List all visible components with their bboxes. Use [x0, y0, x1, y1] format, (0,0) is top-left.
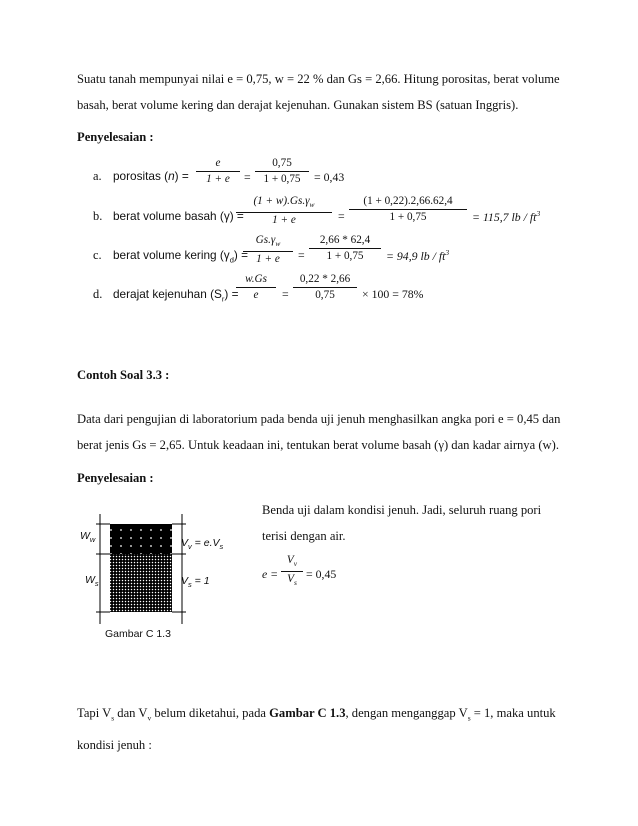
solution-heading-2: Penyelesaian :: [77, 471, 154, 485]
item-c-equals: =: [298, 248, 305, 262]
item-b-fraction-numeric: $\frac{(1 + 0,22).2,66.62,4}{1 + 0,75}$: [349, 194, 467, 225]
item-d-fraction-symbolic: $\frac{w.Gs}{e}$: [236, 272, 276, 303]
bottom-text-line-1: Tapi $V_s$ dan $V_v$ belum diketahui, pada Gambar C 1.3, dengan menganggap $V_s = 1$, maka untuk: [77, 706, 556, 723]
item-c-letter: c.: [93, 248, 102, 262]
item-a-fraction-numeric: $\frac{0,75}{1 + 0,75}$: [255, 156, 309, 187]
item-d-letter: d.: [93, 287, 103, 301]
item-c-label: berat volume kering $(\gamma_d)$ =: [113, 248, 248, 265]
label-ww: $W_w$: [80, 530, 96, 545]
phase-diagram: [76, 510, 236, 628]
item-b-equals: =: [338, 209, 345, 223]
solid-phase-block: [110, 554, 172, 612]
item-d-label: derajat kejenuhan $(S_r)$ =: [113, 287, 239, 304]
example-heading: Contoh Soal 3.3 :: [77, 368, 170, 382]
label-vv: $V_v = e.V_s$: [181, 537, 224, 552]
label-ws: $W_s$: [85, 574, 99, 589]
item-c-result: = 94,9 lb / $ft^3$: [386, 248, 450, 263]
item-d-fraction-numeric: $\frac{0,22 * 2,66}{0,75}$: [293, 272, 357, 303]
item-b-fraction-symbolic: $\frac{(1 + w).Gs.\gamma_w}{1 + e}$: [236, 194, 332, 228]
figure-caption: Gambar C 1.3: [105, 628, 171, 640]
side-text-line-1: Benda uji dalam kondisi jenuh. Jadi, seluruh ruang pori: [262, 503, 542, 517]
side-eq-fraction: $\frac{V_v}{V_s}$: [281, 553, 303, 590]
item-a-result: = 0,43: [314, 170, 345, 184]
problem-intro: [77, 66, 563, 118]
side-eq-rhs: = 0,45: [306, 567, 337, 581]
example-text: [77, 406, 563, 458]
item-b-result: = 115,7 lb / $ft^3$: [472, 209, 541, 224]
item-d-result: × 100 = 78%: [362, 287, 424, 301]
example-text-line-1: Data dari pengujian di laboratorium pada benda uji jenuh menghasilkan angka pori e = 0,45 dan: [77, 412, 561, 426]
item-d-equals: =: [282, 287, 289, 301]
item-a-letter: a.: [93, 169, 102, 183]
item-a-label: porositas (n) =: [113, 169, 189, 183]
water-phase-block: [110, 524, 172, 554]
bottom-text-line-2: kondisi jenuh :: [77, 737, 152, 752]
problem-intro-line-2: basah, berat volume kering dan derajat kejenuhan. Gunakan sistem BS (satuan Inggris).: [77, 98, 519, 112]
problem-intro-line-1: Suatu tanah mempunyai nilai e = 0,75, w = 22 % dan Gs = 2,66. Hitung porositas, berat volume: [77, 72, 560, 86]
item-a-equals: =: [244, 170, 251, 184]
item-c-fraction-symbolic: $\frac{Gs.\gamma_w}{1 + e}$: [243, 233, 293, 267]
item-a-fraction-symbolic: $\frac{e}{1 + e}$: [196, 156, 240, 187]
item-c-fraction-numeric: $\frac{2,66 * 62,4}{1 + 0,75}$: [309, 233, 381, 264]
item-b-label: berat volume basah (γ) =: [113, 209, 244, 223]
item-b-letter: b.: [93, 209, 103, 223]
solution-heading-1: Penyelesaian :: [77, 130, 154, 144]
example-text-line-2: berat jenis Gs = 2,65. Untuk keadaan ini, tentukan berat volume basah (γ) dan kadar airnya (w).: [77, 438, 559, 452]
side-eq-lhs: e =: [262, 567, 279, 581]
side-text-line-2: terisi dengan air.: [262, 529, 346, 543]
bottom-text: [77, 700, 563, 758]
label-vs: $V_s = 1$: [181, 575, 210, 590]
side-text: [262, 497, 564, 549]
